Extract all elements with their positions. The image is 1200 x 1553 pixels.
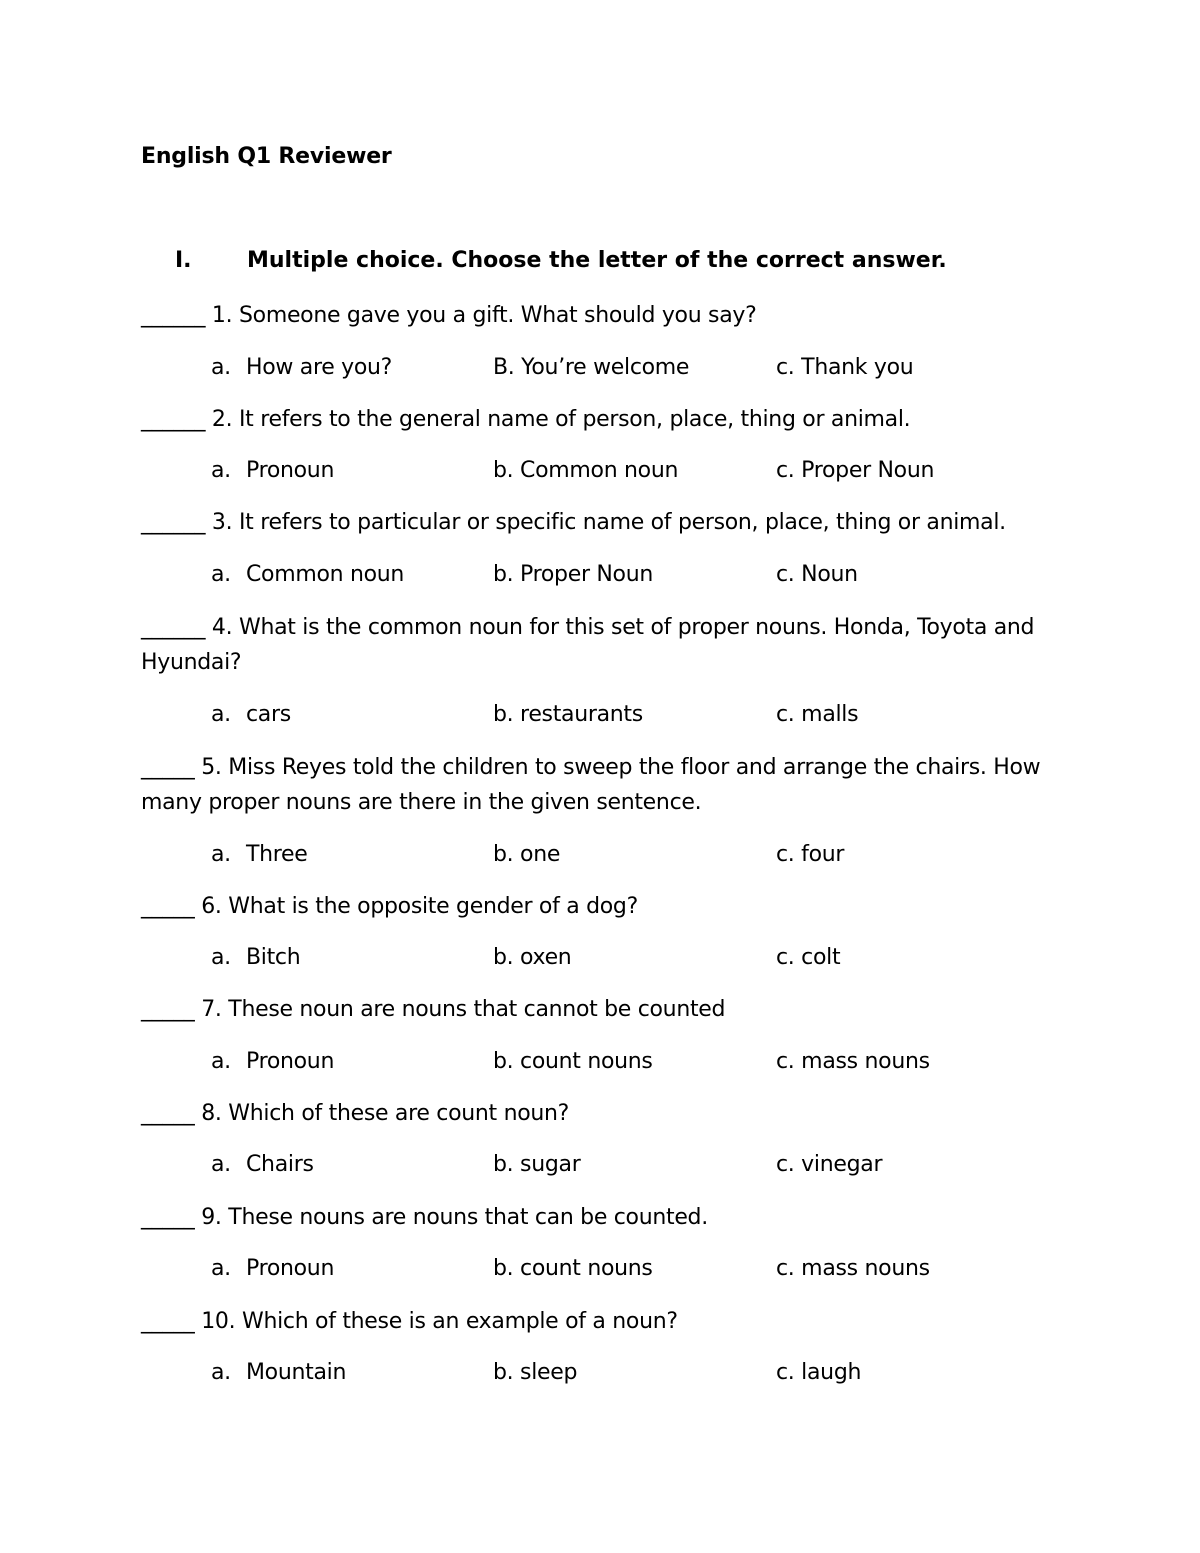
question-10: [141, 1304, 1071, 1339]
option-a-letter: a.: [211, 1360, 231, 1385]
option-a-letter: a.: [211, 1256, 231, 1281]
option-b: b. Proper Noun: [493, 562, 653, 587]
document-title: English Q1 Reviewer: [141, 144, 392, 169]
answer-blank: _____: [141, 1205, 195, 1230]
option-a: Pronoun: [246, 1049, 335, 1074]
option-c: c. colt: [776, 945, 841, 970]
answer-blank: ______: [141, 407, 206, 432]
option-a-letter: a.: [211, 702, 231, 727]
section-instruction: Multiple choice. Choose the letter of the correct answer.: [247, 248, 947, 273]
option-a: Mountain: [246, 1360, 347, 1385]
option-b: b. sugar: [493, 1152, 581, 1177]
option-a-letter: a.: [211, 1152, 231, 1177]
option-c: c. vinegar: [776, 1152, 883, 1177]
option-c: c. Proper Noun: [776, 458, 935, 483]
question-7: [141, 992, 1071, 1027]
answer-blank: _____: [141, 1101, 195, 1126]
options-8: [0, 1147, 1200, 1182]
option-a: Bitch: [246, 945, 301, 970]
question-3: [141, 505, 1071, 540]
options-10: [0, 1355, 1200, 1390]
option-a-letter: a.: [211, 1049, 231, 1074]
question-text: 1. Someone gave you a gift. What should you say?: [211, 303, 757, 328]
answer-blank: ______: [141, 510, 206, 535]
question-2: [141, 402, 1071, 437]
option-a: Chairs: [246, 1152, 314, 1177]
options-3: [0, 557, 1200, 592]
options-4: [0, 697, 1200, 732]
question-text: 5. Miss Reyes told the children to sweep the floor and arrange the chairs. How many proper nouns are there in the given sentence.: [141, 755, 1041, 815]
question-8: [141, 1096, 1071, 1131]
option-a-letter: a.: [211, 458, 231, 483]
question-text: 3. It refers to particular or specific name of person, place, thing or animal.: [211, 510, 1006, 535]
question-text: 7. These noun are nouns that cannot be counted: [201, 997, 726, 1022]
option-a: Three: [246, 842, 308, 867]
question-6: [141, 889, 1071, 924]
option-a: cars: [246, 702, 291, 727]
option-a: Pronoun: [246, 1256, 335, 1281]
option-c: c. laugh: [776, 1360, 862, 1385]
option-b: b. count nouns: [493, 1049, 653, 1074]
option-c: c. mass nouns: [776, 1256, 930, 1281]
options-9: [0, 1251, 1200, 1286]
question-5: [141, 750, 1071, 820]
options-5: [0, 837, 1200, 872]
options-1: [0, 350, 1200, 385]
section-number: I.: [175, 248, 192, 273]
option-b: B. You’re welcome: [493, 355, 690, 380]
option-b: b. oxen: [493, 945, 572, 970]
question-text: 2. It refers to the general name of person, place, thing or animal.: [211, 407, 911, 432]
answer-blank: ______: [141, 615, 206, 640]
option-a-letter: a.: [211, 842, 231, 867]
option-b: b. Common noun: [493, 458, 679, 483]
question-text: 4. What is the common noun for this set of proper nouns. Honda, Toyota and Hyundai?: [141, 615, 1035, 675]
question-1: [141, 298, 1071, 333]
options-7: [0, 1044, 1200, 1079]
answer-blank: _____: [141, 997, 195, 1022]
option-b: b. one: [493, 842, 561, 867]
option-c: c. malls: [776, 702, 859, 727]
question-text: 9. These nouns are nouns that can be counted.: [201, 1205, 708, 1230]
option-a: Pronoun: [246, 458, 335, 483]
option-b: b. count nouns: [493, 1256, 653, 1281]
answer-blank: _____: [141, 755, 195, 780]
option-a: Common noun: [246, 562, 405, 587]
question-text: 10. Which of these is an example of a noun?: [201, 1309, 678, 1334]
option-a-letter: a.: [211, 562, 231, 587]
option-c: c. mass nouns: [776, 1049, 930, 1074]
options-2: [0, 453, 1200, 488]
option-c: c. Thank you: [776, 355, 914, 380]
question-text: 8. Which of these are count noun?: [201, 1101, 570, 1126]
option-c: c. four: [776, 842, 845, 867]
option-b: b. restaurants: [493, 702, 643, 727]
question-text: 6. What is the opposite gender of a dog?: [201, 894, 638, 919]
answer-blank: ______: [141, 303, 206, 328]
option-a-letter: a.: [211, 355, 231, 380]
option-a: How are you?: [246, 355, 393, 380]
option-c: c. Noun: [776, 562, 858, 587]
option-a-letter: a.: [211, 945, 231, 970]
options-6: [0, 940, 1200, 975]
option-b: b. sleep: [493, 1360, 578, 1385]
answer-blank: _____: [141, 1309, 195, 1334]
question-4: [141, 610, 1071, 680]
question-9: [141, 1200, 1071, 1235]
answer-blank: _____: [141, 894, 195, 919]
